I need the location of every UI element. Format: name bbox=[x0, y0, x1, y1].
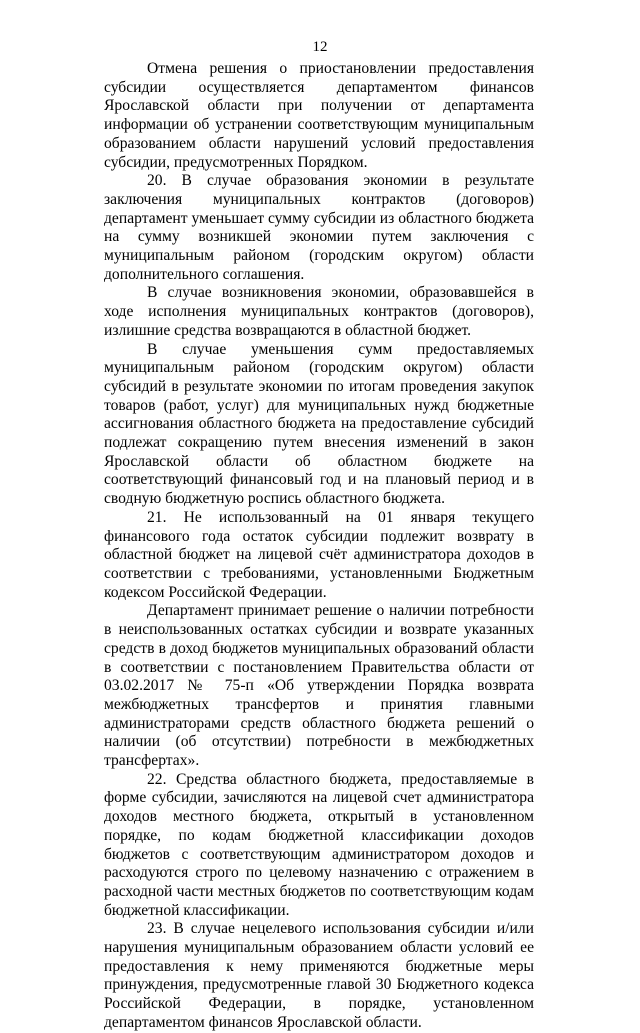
paragraph: Отмена решения о приостановлении предоставления субсидии осуществляется департаментом финансов Ярославской области при получении от департамента информации об устранении соответствующим муниципальным образованием области нарушений условий предоставления субсидии, предусмотренных Порядком. bbox=[104, 60, 534, 171]
page-number: 12 bbox=[312, 39, 328, 55]
paragraph-clause-22: 22. Средства областного бюджета, предоставляемые в форме субсидии, зачисляются на лицевой счет администратора доходов местного бюджета, открытый в установленном порядке, по кодам бюджетной классификации доходов бюджетов с соответствующим администратором доходов и расходуются строго по целевому назначению с отражением в расходной части местных бюджетов по соответствующим кодам бюджетной классификации. bbox=[104, 770, 534, 919]
paragraph-clause-21: 21. Не использованный на 01 января текущего финансового года остаток субсидии подлежит возврату в областной бюджет на лицевой счёт администратора доходов в соответствии с требованиями, установленными Бюджетным кодексом Российской Федерации. bbox=[104, 508, 534, 601]
paragraph: Департамент принимает решение о наличии потребности в неиспользованных остатках субсидии и возврате указанных средств в доход бюджетов муниципальных образований области в соответствии с постановлением Правительства области от 03.02.2017 № 75-п «Об утверждении Порядка возврата межбюджетных трансфертов и принятия главными администраторами средств областного бюджета решений о наличии (об отсутствии) потребности в межбюджетных трансфертах». bbox=[104, 602, 534, 770]
paragraph-clause-23: 23. В случае нецелевого использования субсидии и/или нарушения муниципальным образованием области условий ее предоставления к нему применяются бюджетные меры принуждения, предусмотренные главой 30 Бюджетного кодекса Российской Федерации, в порядке, установленном департаментом финансов Ярославской области. bbox=[104, 920, 534, 1031]
paragraph: В случае возникновения экономии, образовавшейся в ходе исполнения муниципальных контрактов (договоров), излишние средства возвращаются в областной бюджет. bbox=[104, 284, 534, 339]
paragraph-clause-20: 20. В случае образования экономии в результате заключения муниципальных контрактов (договоров) департамент уменьшает сумму субсидии из областного бюджета на сумму возникшей экономии путем заключения с муниципальным районом (городским округом) области дополнительного соглашения. bbox=[104, 172, 534, 283]
paragraph: В случае уменьшения сумм предоставляемых муниципальным районом (городским округом) области субсидий в результате экономии по итогам проведения закупок товаров (работ, услуг) для муниципальных нужд бюджетные ассигнования областного бюджета на предоставление субсидий подлежат сокращению путем внесения изменений в закон Ярославской области об областном бюджете на соответствующий финансовый год и на плановый период и в сводную бюджетную роспись областного бюджета. bbox=[104, 340, 534, 508]
document-body bbox=[104, 60, 534, 1033]
